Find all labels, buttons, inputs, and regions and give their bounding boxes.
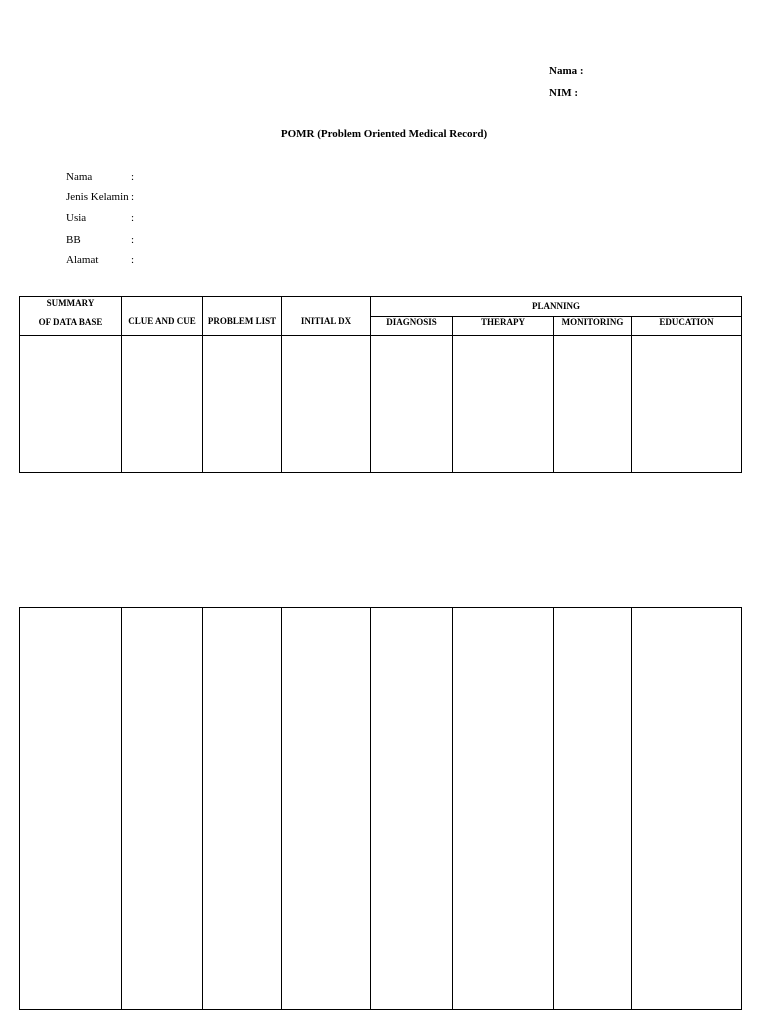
cell-education: [632, 608, 742, 1010]
field-label-usia: Usia: [66, 212, 87, 224]
cell-initial-dx: [282, 608, 371, 1010]
col-summary-of-data-base: [20, 297, 122, 336]
cell-summary: [20, 336, 122, 473]
col-clue-and-cue: CLUE AND CUE: [122, 297, 203, 336]
cell-diagnosis: [371, 336, 453, 473]
field-label-nama: Nama: [66, 171, 93, 183]
pomr-table: [19, 296, 742, 473]
pomr-continuation-table: [19, 607, 742, 1010]
col-monitoring: MONITORING: [554, 317, 632, 336]
summary-line1: SUMMARY: [46, 298, 95, 308]
table-row: [20, 336, 742, 473]
col-initial-dx: INITIAL DX: [282, 297, 371, 336]
cell-problem: [203, 336, 282, 473]
col-planning: PLANNING: [371, 297, 742, 317]
field-colon-alamat: :: [131, 254, 135, 266]
field-label-jenis-kelamin: Jenis Kelamin: [66, 191, 129, 203]
cell-therapy: [453, 608, 554, 1010]
cell-clue: [122, 336, 203, 473]
field-colon-nama: :: [131, 171, 135, 183]
cell-therapy: [453, 336, 554, 473]
cell-initial-dx: [282, 336, 371, 473]
field-colon-usia: :: [131, 212, 135, 224]
summary-line2: OF DATA BASE: [38, 317, 103, 327]
col-diagnosis: DIAGNOSIS: [371, 317, 453, 336]
cell-clue: [122, 608, 203, 1010]
cell-diagnosis: [371, 608, 453, 1010]
field-label-bb: BB: [66, 234, 81, 246]
cell-problem: [203, 608, 282, 1010]
col-therapy: THERAPY: [453, 317, 554, 336]
table-row: [20, 608, 742, 1010]
field-label-alamat: Alamat: [66, 254, 99, 266]
cell-education: [632, 336, 742, 473]
cell-monitoring: [554, 336, 632, 473]
col-problem-list: PROBLEM LIST: [203, 297, 282, 336]
header-nim-label: NIM :: [549, 87, 579, 99]
field-colon-jenis-kelamin: :: [131, 191, 135, 203]
cell-monitoring: [554, 608, 632, 1010]
field-colon-bb: :: [131, 234, 135, 246]
cell-summary: [20, 608, 122, 1010]
page-title: POMR (Problem Oriented Medical Record): [280, 128, 488, 140]
col-education: EDUCATION: [632, 317, 742, 336]
header-nama-label: Nama :: [549, 65, 584, 77]
